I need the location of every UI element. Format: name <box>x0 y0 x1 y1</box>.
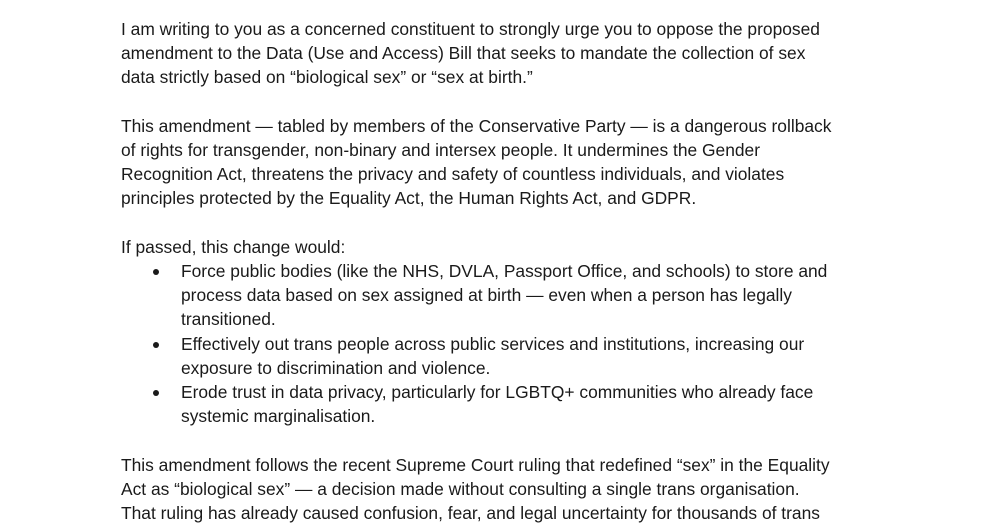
text-line: transitioned. <box>181 309 276 330</box>
text-line: principles protected by the Equality Act, the Human Rights Act, and GDPR. <box>121 188 697 209</box>
paragraph-amendment <box>121 114 901 211</box>
paragraph-opening <box>121 17 901 90</box>
text-line: data strictly based on “biological sex” or “sex at birth.” <box>121 67 533 88</box>
text-line: amendment to the Data (Use and Access) Bill that seeks to mandate the collection of sex <box>121 43 806 64</box>
text-line: This amendment follows the recent Supreme Court ruling that redefined “sex” in the Equality <box>121 454 830 475</box>
text-line: of rights for transgender, non-binary and intersex people. It undermines the Gender <box>121 140 761 160</box>
text-line: Effectively out trans people across public services and institutions, increasing our <box>181 333 805 354</box>
bullet-icon <box>153 342 159 348</box>
list-item <box>121 332 901 380</box>
text-line: This amendment — tabled by members of the Conservative Party — is a dangerous rollback <box>121 115 832 136</box>
text-line: Force public bodies (like the NHS, DVLA, Passport Office, and schools) to store and <box>181 261 828 281</box>
text-line: exposure to discrimination and violence. <box>181 357 491 378</box>
list-item <box>121 380 901 428</box>
bullet-icon <box>153 390 159 396</box>
paragraph-supreme-court <box>121 453 901 525</box>
text-line: Recognition Act, threatens the privacy and safety of countless individuals, and violates <box>121 164 785 185</box>
bullet-icon <box>153 269 159 275</box>
bullet-list <box>121 259 901 428</box>
text-line: I am writing to you as a concerned constituent to strongly urge you to oppose the proposed <box>121 19 820 39</box>
list-intro: If passed, this change would: <box>121 236 346 257</box>
text-line: process data based on sex assigned at birth — even when a person has legally <box>181 285 792 306</box>
text-line: That ruling has already caused confusion, fear, and legal uncertainty for thousands of trans <box>121 503 820 524</box>
text-line: Erode trust in data privacy, particularly for LGBTQ+ communities who already face <box>181 382 814 403</box>
list-item <box>121 259 901 332</box>
text-line: systemic marginalisation. <box>181 406 376 427</box>
list-section <box>121 235 901 429</box>
letter-body <box>121 17 901 525</box>
text-line: Act as “biological sex” — a decision made without consulting a single trans organisation. <box>121 478 800 499</box>
